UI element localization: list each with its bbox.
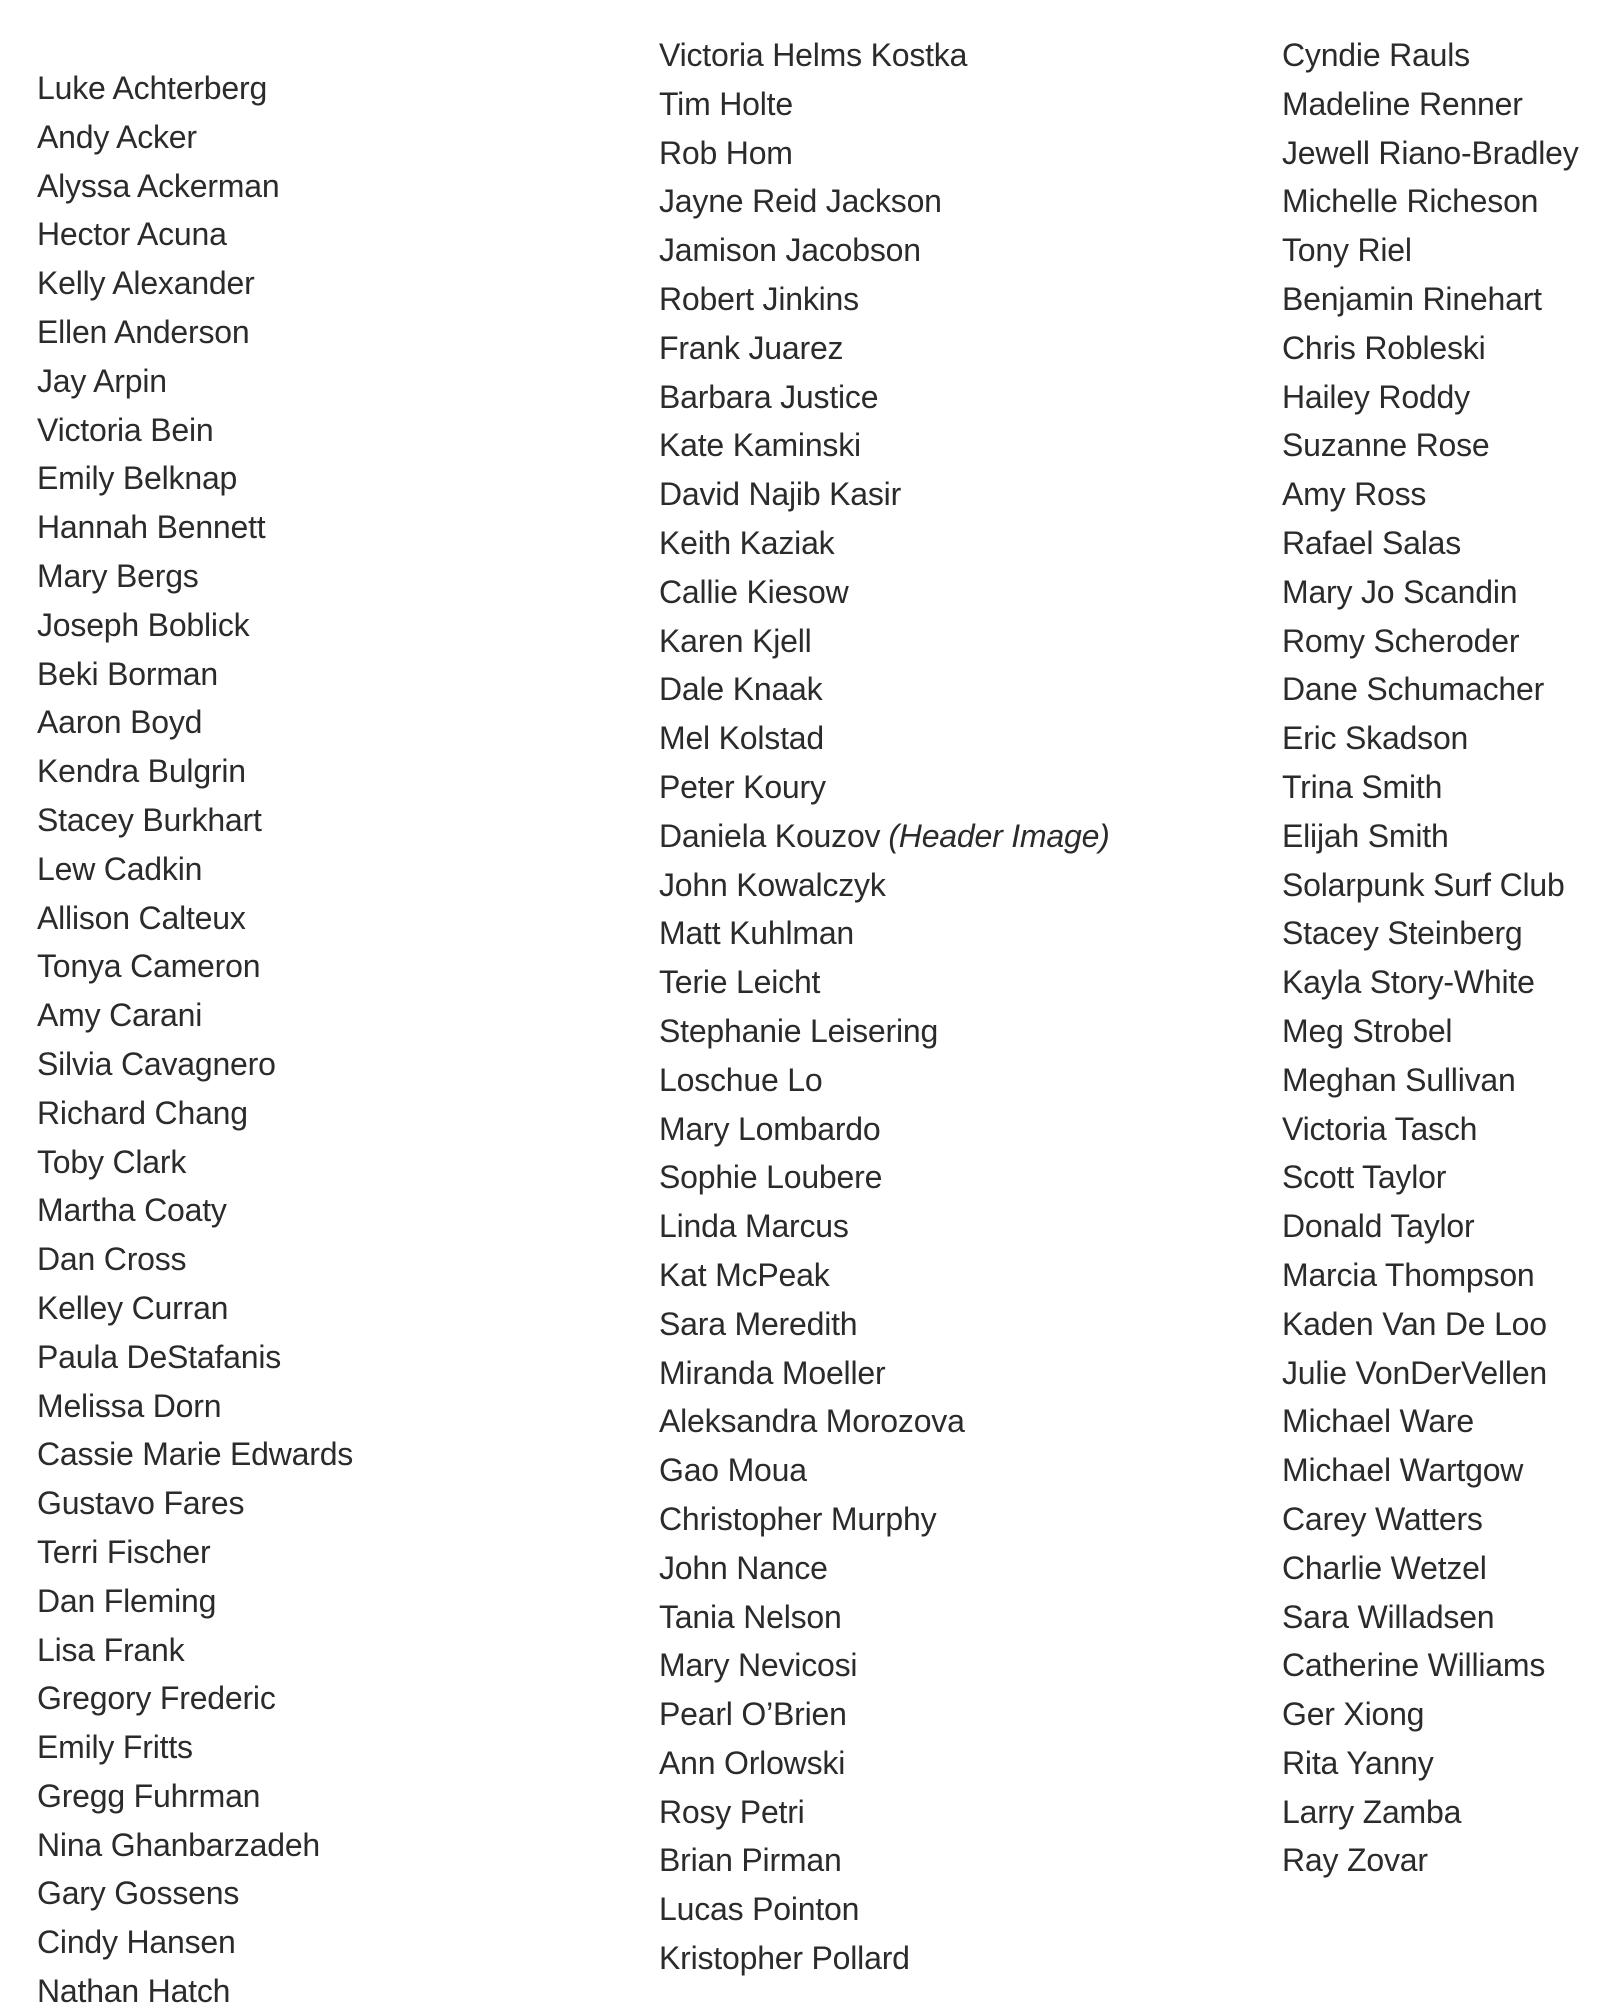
list-item	[1282, 421, 1579, 470]
list-item	[37, 1235, 353, 1284]
person-name: Charlie Wetzel	[1282, 1549, 1487, 1586]
list-item	[1282, 665, 1579, 714]
person-name: Cindy Hansen	[37, 1924, 236, 1961]
person-name: Allison Calteux	[37, 899, 246, 936]
person-name: Donald Taylor	[1282, 1208, 1475, 1245]
person-name: Joseph Boblick	[37, 606, 250, 643]
person-name: Nathan Hatch	[37, 1973, 231, 2010]
person-name: Rosy Petri	[659, 1793, 805, 1830]
person-name: David Najib Kasir	[659, 476, 902, 513]
list-item	[1282, 1300, 1579, 1349]
person-name: Kristopher Pollard	[659, 1940, 910, 1977]
list-item	[659, 1153, 1110, 1202]
name-column-2	[659, 31, 1110, 1983]
person-name: Ray Zovar	[1282, 1842, 1428, 1879]
person-name: Martha Coaty	[37, 1192, 227, 1229]
person-name: Sara Meredith	[659, 1305, 858, 1342]
list-item	[37, 1138, 353, 1187]
person-name: Scott Taylor	[1282, 1159, 1447, 1196]
list-item	[659, 1495, 1110, 1544]
list-item	[1282, 1495, 1579, 1544]
list-item	[37, 1918, 353, 1967]
person-name: Jayne Reid Jackson	[659, 183, 942, 220]
list-item	[37, 64, 353, 113]
person-name: Terie Leicht	[659, 964, 821, 1001]
list-item	[37, 503, 353, 552]
person-name: Kelley Curran	[37, 1289, 229, 1326]
list-item	[659, 1593, 1110, 1642]
person-name: Karen Kjell	[659, 622, 812, 659]
person-name: Sara Willadsen	[1282, 1598, 1495, 1635]
list-item	[37, 113, 353, 162]
person-name: Robert Jinkins	[659, 280, 859, 317]
list-item	[659, 129, 1110, 178]
person-name: Emily Fritts	[37, 1729, 193, 1766]
person-name: Cassie Marie Edwards	[37, 1436, 354, 1473]
list-item	[37, 1772, 353, 1821]
person-name: Trina Smith	[1282, 768, 1443, 805]
person-name: Kate Kaminski	[659, 427, 861, 464]
list-item	[1282, 568, 1579, 617]
list-item	[37, 1967, 353, 2016]
person-name: Romy Scheroder	[1282, 622, 1520, 659]
person-name: Matt Kuhlman	[659, 915, 855, 952]
person-name: Loschue Lo	[659, 1061, 823, 1098]
person-name: Rafael Salas	[1282, 524, 1462, 561]
list-item	[1282, 324, 1579, 373]
person-name: Ger Xiong	[1282, 1696, 1425, 1733]
person-name: Gao Moua	[659, 1452, 807, 1489]
list-item	[37, 210, 353, 259]
list-item	[37, 796, 353, 845]
list-item	[1282, 275, 1579, 324]
person-name: Beki Borman	[37, 655, 218, 692]
person-name: Ellen Anderson	[37, 313, 250, 350]
list-item	[659, 812, 1110, 861]
person-name: Brian Pirman	[659, 1842, 842, 1879]
person-name: Dan Cross	[37, 1241, 187, 1278]
list-item	[1282, 1739, 1579, 1788]
list-item	[1282, 1007, 1579, 1056]
person-name: Alyssa Ackerman	[37, 167, 280, 204]
list-item	[659, 1300, 1110, 1349]
header-image-note: (Header Image)	[888, 817, 1110, 854]
person-name: Mel Kolstad	[659, 720, 824, 757]
person-name: Richard Chang	[37, 1094, 248, 1131]
person-name: Madeline Renner	[1282, 85, 1523, 122]
list-item	[659, 275, 1110, 324]
person-name: Rita Yanny	[1282, 1744, 1434, 1781]
person-name: Kat McPeak	[659, 1256, 830, 1293]
list-item	[1282, 1641, 1579, 1690]
person-name: Hector Acuna	[37, 216, 227, 253]
person-name: Sophie Loubere	[659, 1159, 883, 1196]
person-name: Ann Orlowski	[659, 1744, 846, 1781]
list-item	[37, 747, 353, 796]
list-item	[659, 31, 1110, 80]
list-item	[1282, 1349, 1579, 1398]
list-item	[659, 177, 1110, 226]
person-name: John Kowalczyk	[659, 866, 886, 903]
person-name: Marcia Thompson	[1282, 1256, 1535, 1293]
list-item	[1282, 1690, 1579, 1739]
list-item	[1282, 1788, 1579, 1837]
list-item	[1282, 129, 1579, 178]
list-item	[37, 1040, 353, 1089]
list-item	[37, 1821, 353, 1870]
person-name: Kelly Alexander	[37, 265, 255, 302]
person-name: Meg Strobel	[1282, 1012, 1453, 1049]
name-column-1	[37, 64, 353, 2016]
person-name: Kaden Van De Loo	[1282, 1305, 1547, 1342]
list-item	[37, 1869, 353, 1918]
list-item	[1282, 226, 1579, 275]
person-name: Rob Hom	[659, 134, 793, 171]
person-name: Lew Cadkin	[37, 850, 203, 887]
person-name: Tonya Cameron	[37, 948, 261, 985]
list-item	[1282, 1544, 1579, 1593]
person-name: Hannah Bennett	[37, 509, 266, 546]
person-name: Paula DeStafanis	[37, 1338, 282, 1375]
person-name: Larry Zamba	[1282, 1793, 1462, 1830]
list-item	[37, 308, 353, 357]
person-name: Dale Knaak	[659, 671, 823, 708]
person-name: Tania Nelson	[659, 1598, 842, 1635]
person-name: Gregg Fuhrman	[37, 1777, 261, 1814]
person-name: Victoria Bein	[37, 411, 214, 448]
list-item	[37, 259, 353, 308]
list-item	[659, 1251, 1110, 1300]
list-item	[659, 1007, 1110, 1056]
list-item	[37, 894, 353, 943]
list-item	[1282, 1153, 1579, 1202]
person-name: Christopher Murphy	[659, 1500, 937, 1537]
list-item	[1282, 958, 1579, 1007]
list-item	[37, 1333, 353, 1382]
person-name: Callie Kiesow	[659, 573, 849, 610]
list-item	[659, 1690, 1110, 1739]
person-name: Amy Ross	[1282, 476, 1427, 513]
person-name: Gary Gossens	[37, 1875, 240, 1912]
list-item	[1282, 519, 1579, 568]
person-name: Silvia Cavagnero	[37, 1045, 276, 1082]
person-name: Cyndie Rauls	[1282, 37, 1470, 73]
list-item	[659, 958, 1110, 1007]
list-item	[1282, 177, 1579, 226]
list-item	[659, 568, 1110, 617]
list-item	[37, 1186, 353, 1235]
person-name: Eric Skadson	[1282, 720, 1469, 757]
person-name: Stacey Steinberg	[1282, 915, 1523, 952]
list-item	[659, 1544, 1110, 1593]
list-item	[1282, 1251, 1579, 1300]
list-item	[37, 1382, 353, 1431]
person-name: Stacey Burkhart	[37, 801, 262, 838]
person-name: Barbara Justice	[659, 378, 879, 415]
person-name: Michael Ware	[1282, 1403, 1475, 1440]
person-name: Gustavo Fares	[37, 1485, 245, 1522]
person-name: Keith Kaziak	[659, 524, 835, 561]
person-name: Victoria Helms Kostka	[659, 37, 968, 73]
person-name: Dane Schumacher	[1282, 671, 1545, 708]
list-item	[37, 1577, 353, 1626]
person-name: Benjamin Rinehart	[1282, 280, 1542, 317]
list-item	[37, 698, 353, 747]
name-column-3	[1282, 31, 1579, 1885]
list-item	[1282, 714, 1579, 763]
list-item	[659, 1349, 1110, 1398]
person-name: Mary Nevicosi	[659, 1647, 858, 1684]
list-item	[659, 617, 1110, 666]
list-item	[37, 162, 353, 211]
list-item	[37, 1528, 353, 1577]
person-name: Chris Robleski	[1282, 329, 1486, 366]
list-item	[37, 1723, 353, 1772]
person-name: Toby Clark	[37, 1143, 187, 1180]
list-item	[37, 650, 353, 699]
list-item	[659, 1934, 1110, 1983]
list-item	[1282, 617, 1579, 666]
list-item	[659, 324, 1110, 373]
list-item	[659, 1739, 1110, 1788]
person-name: Nina Ghanbarzadeh	[37, 1826, 321, 1863]
list-item	[37, 1284, 353, 1333]
list-item	[37, 1479, 353, 1528]
list-item	[659, 1397, 1110, 1446]
list-item	[37, 1674, 353, 1723]
list-item	[659, 1105, 1110, 1154]
person-name: Julie VonDerVellen	[1282, 1354, 1548, 1391]
person-name: Melissa Dorn	[37, 1387, 222, 1424]
list-item	[37, 601, 353, 650]
list-item	[659, 1056, 1110, 1105]
list-item	[659, 714, 1110, 763]
list-item	[37, 357, 353, 406]
list-item	[1282, 1105, 1579, 1154]
person-name: Frank Juarez	[659, 329, 844, 366]
person-name: Mary Jo Scandin	[1282, 573, 1518, 610]
list-item	[37, 406, 353, 455]
list-item	[659, 1788, 1110, 1837]
list-item	[1282, 1446, 1579, 1495]
person-name: Aaron Boyd	[37, 704, 203, 741]
person-name: Terri Fischer	[37, 1533, 211, 1570]
person-name: Elijah Smith	[1282, 817, 1449, 854]
person-name: Tim Holte	[659, 85, 793, 122]
list-item	[659, 421, 1110, 470]
person-name: Aleksandra Morozova	[659, 1403, 965, 1440]
person-name: Stephanie Leisering	[659, 1012, 939, 1049]
list-item	[1282, 909, 1579, 958]
list-item	[37, 1430, 353, 1479]
person-name: John Nance	[659, 1549, 828, 1586]
person-name: Jay Arpin	[37, 362, 167, 399]
person-name: Catherine Williams	[1282, 1647, 1546, 1684]
list-item	[659, 373, 1110, 422]
person-name: Meghan Sullivan	[1282, 1061, 1516, 1098]
list-item	[1282, 763, 1579, 812]
person-name: Solarpunk Surf Club	[1282, 866, 1565, 903]
list-item	[659, 1885, 1110, 1934]
list-item	[659, 1446, 1110, 1495]
list-item	[1282, 1056, 1579, 1105]
list-item	[37, 991, 353, 1040]
person-name: Pearl O’Brien	[659, 1696, 847, 1733]
person-name: Lisa Frank	[37, 1631, 185, 1668]
person-name: Amy Carani	[37, 997, 203, 1034]
list-item	[1282, 1397, 1579, 1446]
list-item	[659, 1202, 1110, 1251]
list-item	[1282, 31, 1579, 80]
list-item	[1282, 1593, 1579, 1642]
person-name: Michelle Richeson	[1282, 183, 1539, 220]
person-name: Mary Bergs	[37, 557, 199, 594]
person-name: Daniela Kouzov	[659, 817, 881, 854]
person-name: Michael Wartgow	[1282, 1452, 1524, 1489]
person-name: Suzanne Rose	[1282, 427, 1490, 464]
list-item	[1282, 373, 1579, 422]
person-name: Carey Watters	[1282, 1500, 1483, 1537]
list-item	[1282, 812, 1579, 861]
person-name: Jewell Riano-Bradley	[1282, 134, 1579, 171]
list-item	[37, 942, 353, 991]
list-item	[1282, 861, 1579, 910]
list-item	[659, 909, 1110, 958]
person-name: Gregory Frederic	[37, 1680, 276, 1717]
list-item	[37, 1626, 353, 1675]
person-name: Kendra Bulgrin	[37, 753, 246, 790]
list-item	[37, 552, 353, 601]
list-item	[659, 80, 1110, 129]
list-item	[659, 763, 1110, 812]
list-item	[1282, 80, 1579, 129]
person-name: Peter Koury	[659, 768, 826, 805]
person-name: Andy Acker	[37, 118, 197, 155]
list-item	[37, 845, 353, 894]
list-item	[659, 861, 1110, 910]
list-item	[659, 1641, 1110, 1690]
list-item	[1282, 1202, 1579, 1251]
person-name: Linda Marcus	[659, 1208, 849, 1245]
list-item	[659, 470, 1110, 519]
person-name: Mary Lombardo	[659, 1110, 881, 1147]
list-item	[659, 665, 1110, 714]
person-name: Emily Belknap	[37, 460, 238, 497]
list-item	[1282, 1836, 1579, 1885]
person-name: Hailey Roddy	[1282, 378, 1470, 415]
list-item	[659, 226, 1110, 275]
person-name: Luke Achterberg	[37, 70, 268, 106]
list-item	[37, 1089, 353, 1138]
person-name: Lucas Pointon	[659, 1891, 860, 1928]
person-name: Miranda Moeller	[659, 1354, 886, 1391]
list-item	[659, 519, 1110, 568]
person-name: Tony Riel	[1282, 232, 1412, 269]
person-name: Dan Fleming	[37, 1582, 217, 1619]
list-item	[1282, 470, 1579, 519]
person-name: Kayla Story-White	[1282, 964, 1535, 1001]
list-item	[37, 454, 353, 503]
list-item	[659, 1836, 1110, 1885]
person-name: Jamison Jacobson	[659, 232, 921, 269]
person-name: Victoria Tasch	[1282, 1110, 1478, 1147]
